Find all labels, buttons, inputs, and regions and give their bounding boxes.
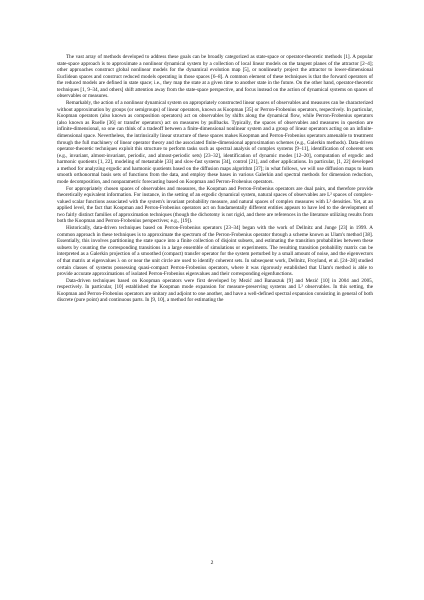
paragraph-dual-pairs: For appropriately chosen spaces of observables and measures, the Koopman and Perron-Frobenius operators are dual pairs, and therefore provide theoretically equivalent information. For instance, in the setting of an ergodic dynamical system, natural spaces of observables are L² spaces of complex-valued scalar functions associated with the system's invariant probability measure, and natural spaces of complex measures with L² densities. Yet, at an applied level, the fact that Koopman and Perron-Frobenius operators act on fundamentally different entities appears to have led to the development of two fairly distinct families of approximation techniques (though the dichotomy is not rigid, and there are references in the literature utilizing results from both the Koopman and Perron-Frobenius perspectives; e.g., [19]). [57,185,373,225]
page-number: 2 [210,560,214,566]
page-body [57,54,373,304]
paragraph-operator-theory: Remarkably, the action of a nonlinear dynamical system on appropriately constructed linear spaces of observables and measures can be characterized without approximation by groups (or semigroups) of linear operators, known as Koopman [35] or Perron-Frobenius operators, respectively. In particular, Koopman operators (also known as composition operators) act on observables by shifts along the dynamical flow, while Perron-Frobenius operators (also known as Ruelle [36] or transfer operators) act on measures by pullbacks. Typically, the spaces of observables and measures in question are infinite-dimensional, so one can think of a tradeoff between a finite-dimensional nonlinear system and a group of linear operators acting on an infinite-dimensional space. Nevertheless, the intrinsically linear structure of these spaces makes Koopman and Perron-Frobenius operators amenable to treatment through the full machinery of linear operator theory and the associated finite-dimensional approximation schemes (e.g., Galerkin methods). Data-driven operator-theoretic techniques exploit this structure to perform tasks such as spectral analysis of complex systems [9–11], identification of coherent sets (e.g., invariant, almost-invariant, periodic, and almost-periodic sets) [23–32], identification of dynamic modes [12–20], computation of ergodic and harmonic quotients [1, 22], modeling of metastable [33] and slow-fast systems [34], control [21], and other applications. In particular, [1, 22] developed a method for analyzing ergodic and harmonic quotients based on the diffusion maps algorithm [37]; in what follows, we will use diffusion maps to learn smooth orthonormal basis sets of functions from the data, and employ these bases in various Galerkin and spectral methods for dimension reduction, mode decomposition, and nonparametric forecasting based on Koopman and Perron-Frobenius operators. [57,100,373,185]
paragraph-methods-overview: The vast array of methods developed to address these goals can be broadly categorized as state-space or operator-theoretic methods [1]. A popular state-space approach is to approximate a nonlinear dynamical system by a collection of local linear models on the tangent planes of the attractor [2–4]; other approaches construct global nonlinear models for the dynamical evolution map [5], or nonlinearly project the attractor to lower-dimensional Euclidean spaces and construct reduced models operating in those spaces [6–8]. A common element of these techniques is that the forward operators of the reduced models are defined in state space; i.e., they map the state at a given time to another state in the future. On the other hand, operator-theoretic techniques [1, 9–34, and others] shift attention away from the state-space perspective, and focus instead on the action of dynamical systems on spaces of observables or measures. [57,54,373,100]
paragraph-perron-frobenius-history: Historically, data-driven techniques based on Perron-Frobenius operators [23–34] began with the work of Dellnitz and Junge [23] in 1999. A common approach in these techniques is to approximate the spectrum of the Perron-Frobenius operator through a scheme known as Ulam's method [38]. Essentially, this involves partitioning the state space into a finite collection of disjoint subsets, and estimating the transition probabilities between these subsets by counting the corresponding transitions in a large ensemble of simulations or experiments. The resulting transition probability matrix can be interpreted as a Galerkin projection of a smoothed (compact) transfer operator for the system perturbed by a small amount of noise, and the eigenvectors of that matrix at eigenvalues λ on or near the unit circle are used to identify coherent sets. In subsequent work, Dellnitz, Froyland, et al. [24–28] studied certain classes of systems possessing quasi-compact Perron-Frobenius operators, where it was rigorously established that Ulam's method is able to provide accurate approximations of isolated Perron-Frobenius eigenvalues and their corresponding eigenfunctions. [57,225,373,278]
paragraph-koopman-history: Data-driven techniques based on Koopman operators were first developed by Mezić and Banaszuk [9] and Mezić [10] in 2004 and 2005, respectively. In particular, [10] established the Koopman mode expansion for measure-preserving systems and L² observables. In this setting, the Koopman and Perron-Frobenius operators are unitary and adjoint to one another, and have a well-defined spectral expansion consisting in general of both discrete (pure point) and continuous parts. In [9, 10], a method for estimating the [57,277,373,304]
